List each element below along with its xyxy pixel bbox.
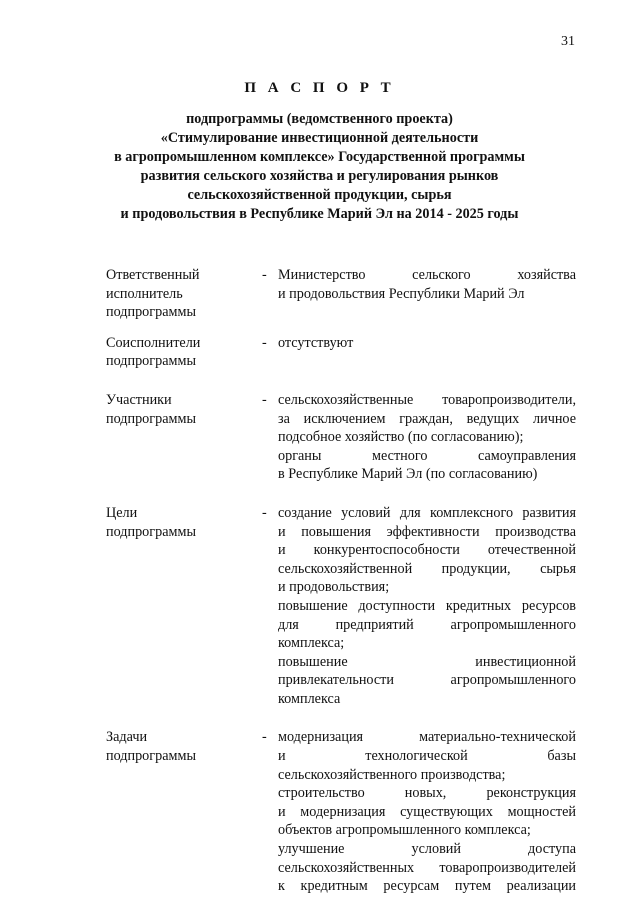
value-line: объектов агропромышленного комплекса;: [278, 822, 531, 839]
row-dash: -: [262, 334, 267, 351]
value-line: и продовольствия;: [278, 579, 390, 596]
subtitle-line: «Стимулирование инвестиционной деятельности: [160, 130, 479, 146]
value-line: сельскохозяйственного производства;: [278, 766, 506, 783]
label-line: Участники: [106, 391, 172, 408]
value-line: и технологической базы: [278, 748, 576, 765]
value-line: для предприятий агропромышленного: [278, 616, 576, 633]
row-value: [278, 728, 576, 895]
value-line: органы местного самоуправления: [278, 447, 576, 464]
label-line: Соисполнители: [106, 334, 201, 351]
label-line: Ответственный: [106, 267, 200, 283]
passport-row-goals: [106, 504, 576, 709]
value-line: и продовольствия Республики Марий Эл: [278, 285, 525, 302]
page-number: 31: [561, 34, 575, 49]
value-line: и модернизация существующих мощностей: [278, 803, 576, 820]
label-line: Цели: [106, 504, 138, 521]
document-title: П А С П О Р Т: [244, 80, 395, 96]
row-value: [278, 334, 576, 371]
label-line: подпрограммы: [106, 523, 196, 540]
value-line: повышение инвестиционной: [278, 653, 576, 670]
label-line: подпрограммы: [106, 410, 196, 427]
label-line: Задачи: [106, 729, 148, 746]
passport-row-participants: [106, 391, 576, 484]
label-line: подпрограммы: [106, 353, 196, 370]
label-line: подпрограммы: [106, 748, 196, 765]
value-line: к кредитным ресурсам путем реализации: [278, 878, 576, 895]
value-line: за исключением граждан, ведущих личное: [278, 410, 576, 427]
passport-table: [106, 266, 576, 908]
value-line: сельскохозяйственные товаропроизводители,: [278, 391, 576, 408]
value-line: отсутствуют: [278, 334, 354, 351]
row-dash: -: [262, 729, 267, 746]
value-line: Министерство сельского хозяйства: [278, 267, 576, 283]
subtitle-line: и продовольствия в Республике Марий Эл на 2014 - 2025 годы: [120, 206, 519, 222]
row-dash: -: [262, 391, 267, 408]
row-value: [278, 391, 576, 484]
subtitle-line: подпрограммы (ведомственного проекта): [186, 111, 453, 127]
label-line: подпрограммы: [106, 304, 196, 321]
passport-row-coexecutors: [106, 334, 576, 371]
value-line: подсобное хозяйство (по согласованию);: [278, 429, 524, 446]
row-value: [278, 266, 576, 322]
value-line: комплекса: [278, 690, 341, 707]
value-line: и повышения эффективности производства: [278, 523, 576, 540]
label-line: исполнитель: [106, 285, 183, 302]
row-label: [106, 728, 262, 895]
value-line: повышение доступности кредитных ресурсов: [278, 597, 576, 614]
value-line: привлекательности агропромышленного: [278, 672, 576, 689]
row-label: [106, 266, 262, 322]
row-dash: -: [262, 504, 267, 521]
value-line: строительство новых, реконструкция: [278, 785, 576, 802]
row-dash: -: [262, 267, 267, 283]
document-subtitle: [0, 110, 639, 224]
value-line: комплекса;: [278, 635, 345, 652]
passport-row-responsible: [106, 266, 576, 322]
subtitle-line: сельскохозяйственной продукции, сырья: [187, 187, 452, 203]
row-label: [106, 391, 262, 484]
subtitle-line: в агропромышленном комплексе» Государственной программы: [114, 149, 525, 165]
row-value: [278, 504, 576, 709]
value-line: сельскохозяйственной продукции, сырья: [278, 560, 576, 577]
value-line: улучшение условий доступа: [278, 841, 576, 858]
row-label: [106, 504, 262, 709]
value-line: сельскохозяйственных товаропроизводителей: [278, 859, 576, 876]
row-label: [106, 334, 262, 371]
value-line: и конкурентоспособности отечественной: [278, 542, 576, 559]
value-line: создание условий для комплексного развития: [278, 504, 576, 521]
value-line: модернизация материально-технической: [278, 729, 576, 746]
subtitle-line: развития сельского хозяйства и регулирования рынков: [140, 168, 499, 184]
passport-row-tasks: [106, 728, 576, 895]
value-line: в Республике Марий Эл (по согласованию): [278, 466, 538, 483]
